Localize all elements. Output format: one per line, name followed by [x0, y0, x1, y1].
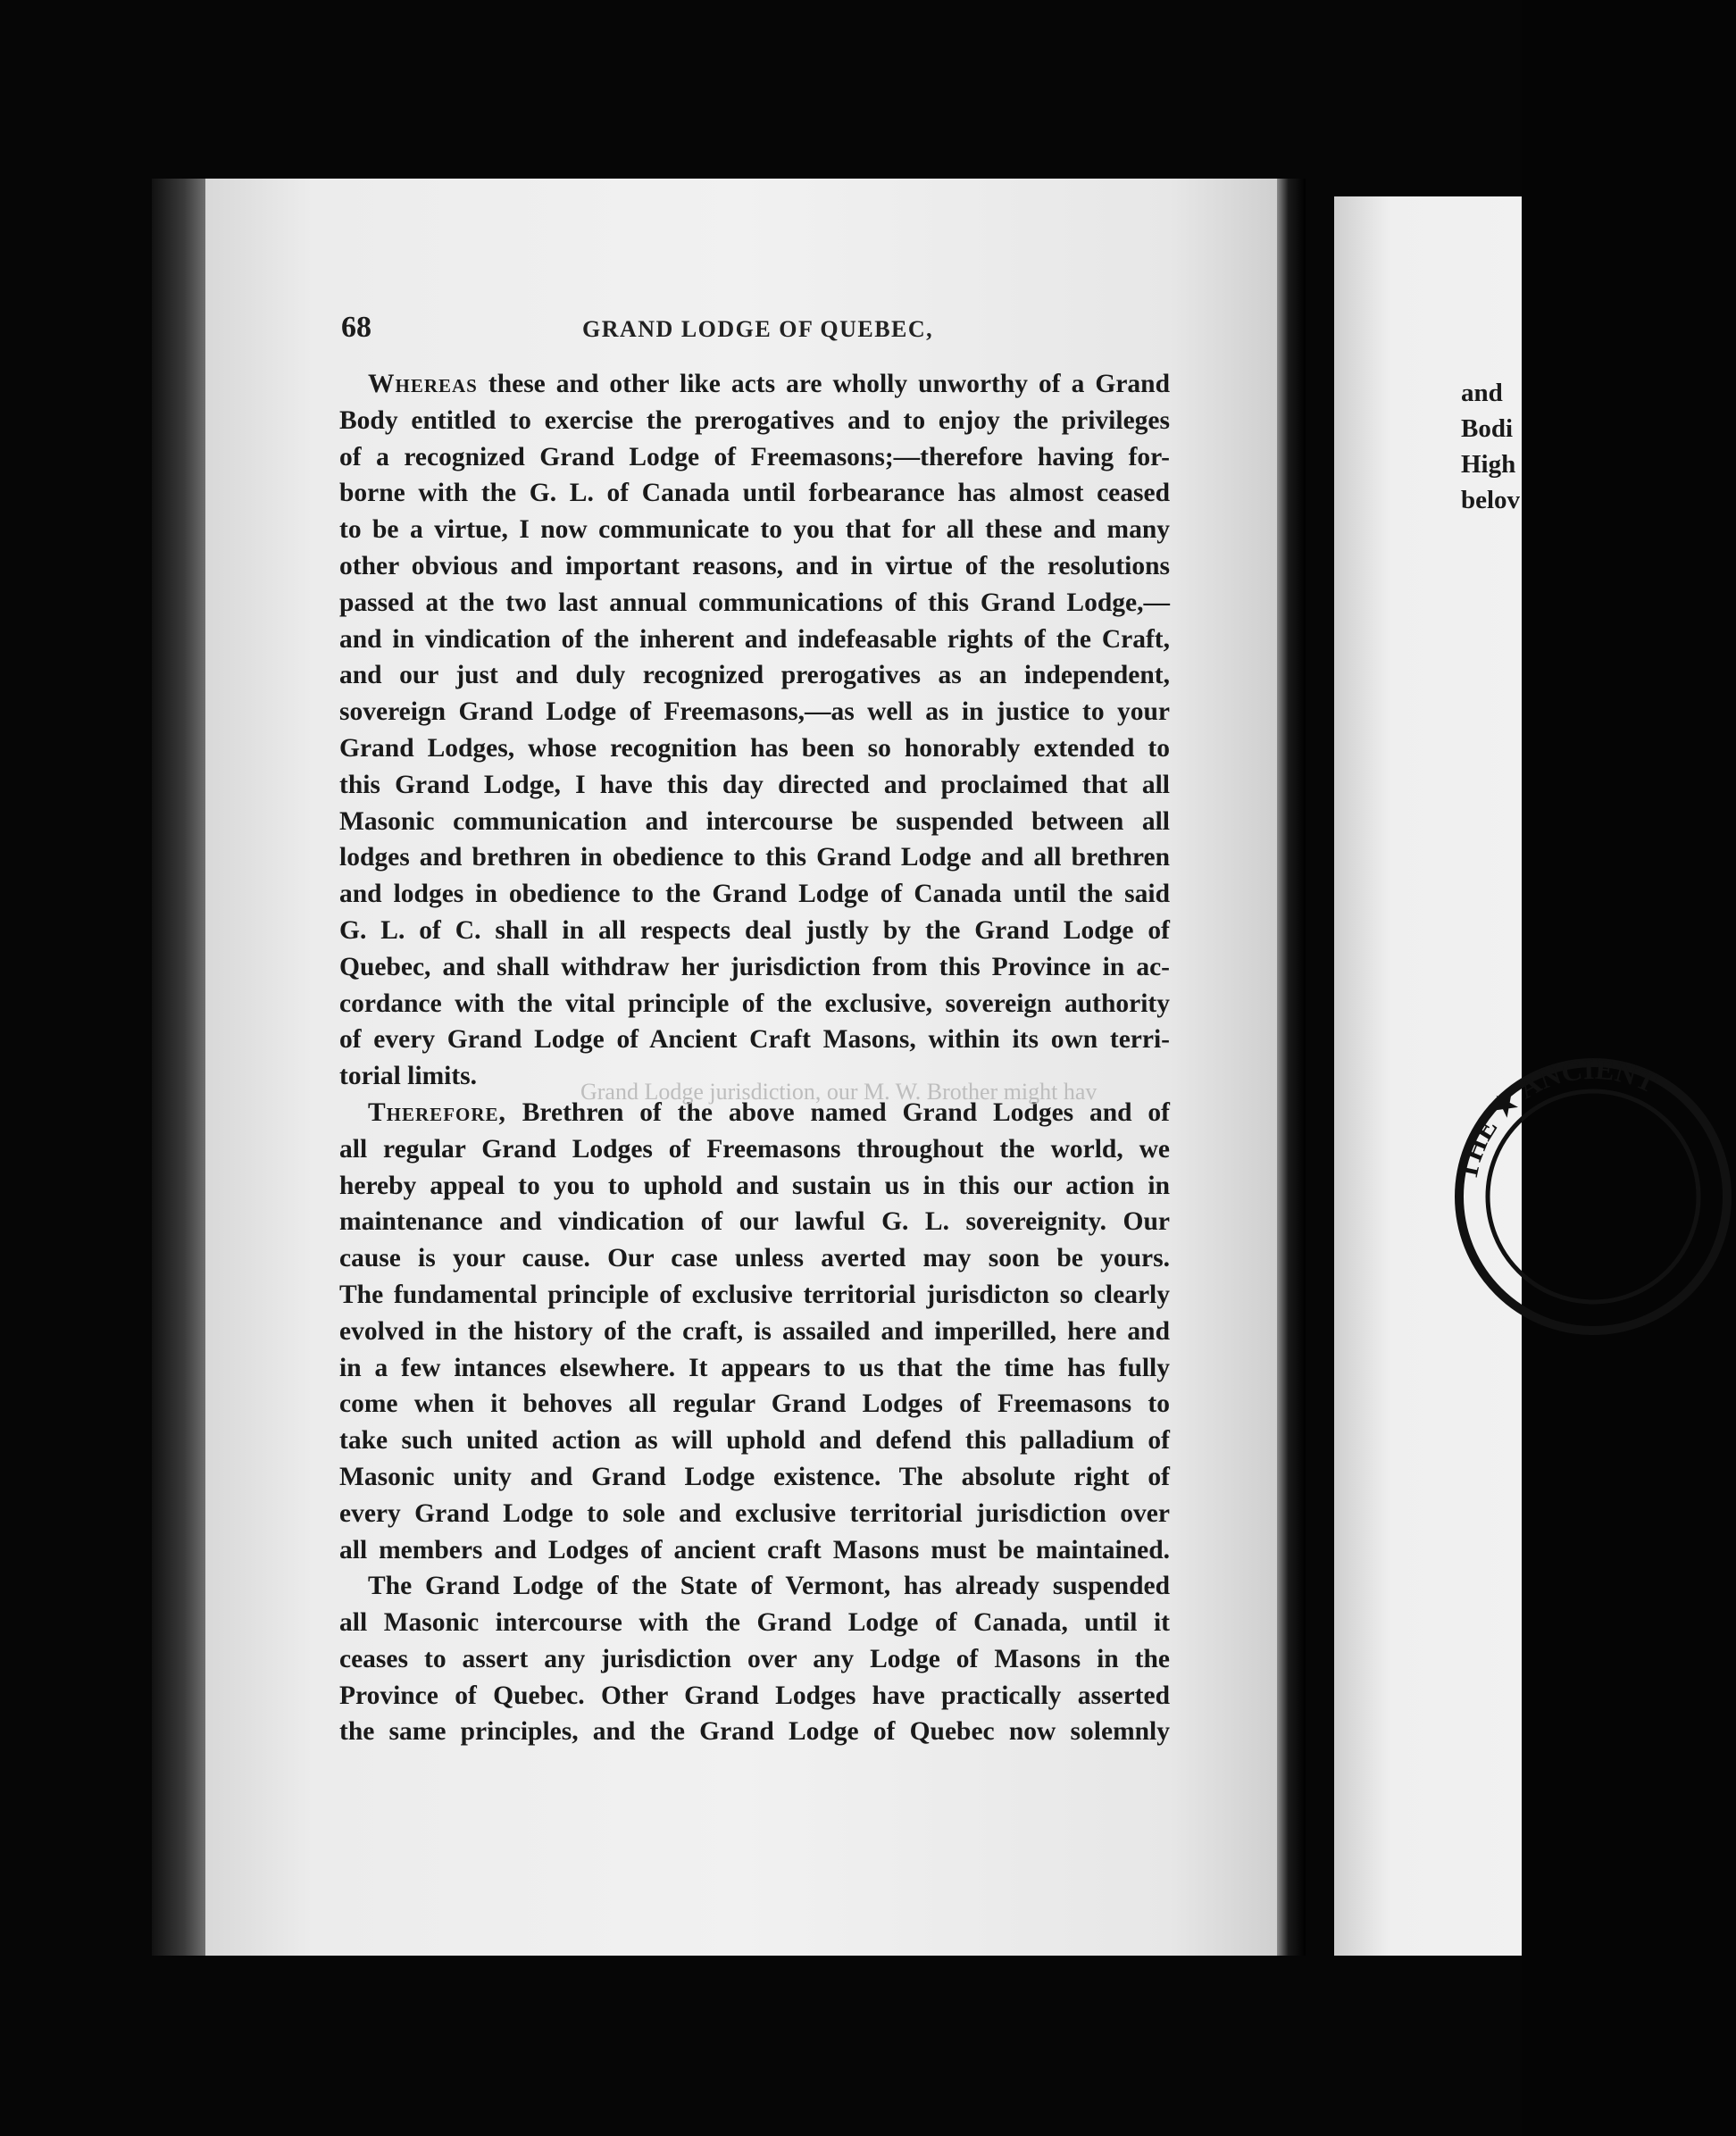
text-line: Grand Lodges, whose recognition has been so honorably extended to — [339, 733, 1170, 763]
seal-icon — [1450, 1054, 1736, 1339]
text-line: The fundamental principle of exclusive territorial jurisdicton so clearly — [339, 1280, 1170, 1309]
text-line: to be a virtue, I now communicate to you that for all these and many — [339, 515, 1170, 545]
text-line: Therefore, Brethren of the above named Grand Lodges and of — [368, 1097, 1170, 1127]
text-line: in a few intances elsewhere. It appears to us that the time has fully — [339, 1353, 1170, 1382]
bleed-through-text: Grand Lodge jurisdiction, our M. W. Brother might hav — [580, 1079, 1098, 1105]
right-page-text — [1461, 375, 1520, 518]
text-line: take such united action as will uphold and defend this palladium of — [339, 1426, 1170, 1456]
text-line: Quebec, and shall withdraw her jurisdiction from this Province in ac- — [339, 952, 1170, 981]
seal-text: THE ★ ANCIENT — [1450, 1054, 1662, 1183]
right-text-line: and — [1461, 379, 1503, 407]
book-spine — [1277, 179, 1306, 1956]
text-line: sovereign Grand Lodge of Freemasons,—as well as in justice to your — [339, 697, 1170, 727]
text-line: of a recognized Grand Lodge of Freemasons;—therefore having for- — [339, 442, 1170, 471]
body-text — [339, 366, 1170, 1750]
left-page-edge — [152, 179, 205, 1956]
text-line: Body entitled to exercise the prerogatives and to enjoy the privileges — [339, 405, 1170, 435]
page-header — [341, 311, 1163, 350]
paragraph-lead: Therefore, — [368, 1097, 506, 1127]
text-line: torial limits. — [339, 1062, 478, 1091]
text-line: cause is your cause. Our case unless averted may soon be yours. — [339, 1244, 1170, 1273]
text-line: come when it behoves all regular Grand Lodges of Freemasons to — [339, 1389, 1170, 1419]
text-line: of every Grand Lodge of Ancient Craft Masons, within its own terri- — [339, 1025, 1170, 1055]
text-line: all Masonic intercourse with the Grand Lodge of Canada, until it — [339, 1608, 1170, 1638]
text-line: Province of Quebec. Other Grand Lodges have practically asserted — [339, 1681, 1170, 1710]
text-line: ceases to assert any jurisdiction over any Lodge of Masons in the — [339, 1644, 1170, 1673]
paragraph-lead: Whereas — [368, 370, 478, 398]
text-line: other obvious and important reasons, and in virtue of the resolutions — [339, 551, 1170, 580]
text-line: every Grand Lodge to sole and exclusive territorial jurisdiction over — [339, 1498, 1170, 1528]
text-line: The Grand Lodge of the State of Vermont, has already suspended — [368, 1572, 1170, 1601]
text-line: lodges and brethren in obedience to this Grand Lodge and all brethren — [339, 843, 1170, 872]
right-text-line: Bodi — [1461, 414, 1514, 443]
right-text-line: High — [1461, 450, 1516, 479]
text-line: passed at the two last annual communications of this Grand Lodge,— — [339, 588, 1170, 617]
text-line: Masonic unity and Grand Lodge existence. The absolute right of — [339, 1462, 1170, 1491]
text-line: and in vindication of the inherent and indefeasable rights of the Craft, — [339, 624, 1170, 654]
right-text-line: belov — [1461, 486, 1521, 514]
text-line: Masonic communication and intercourse be suspended between all — [339, 806, 1170, 836]
text-line: hereby appeal to you to uphold and sustain us in this our action in — [339, 1171, 1170, 1200]
text-line: all regular Grand Lodges of Freemasons throughout the world, we — [339, 1134, 1170, 1164]
left-page — [205, 179, 1277, 1956]
running-title: GRAND LODGE OF QUEBEC, — [582, 316, 934, 342]
right-page — [1334, 196, 1662, 1956]
text-line: and lodges in obedience to the Grand Lodge of Canada until the said — [339, 880, 1170, 909]
text-line: all members and Lodges of ancient craft Masons must be maintained. — [339, 1535, 1170, 1564]
text-line: G. L. of C. shall in all respects deal justly by the Grand Lodge of — [339, 915, 1170, 945]
text-line: the same principles, and the Grand Lodge of Quebec now solemnly — [339, 1717, 1170, 1747]
svg-text:THE ★ ANCIENT — [1450, 1054, 1662, 1183]
text-line: borne with the G. L. of Canada until forbearance has almost ceased — [339, 479, 1170, 508]
page-number: 68 — [341, 311, 371, 344]
text-line: maintenance and vindication of our lawful G. L. sovereignity. Our — [339, 1207, 1170, 1237]
text-line: evolved in the history of the craft, is assailed and imperilled, here and — [339, 1316, 1170, 1346]
text-line: this Grand Lodge, I have this day directed and proclaimed that all — [339, 770, 1170, 799]
text-line: Whereas these and other like acts are wholly unworthy of a Grand — [368, 370, 1170, 398]
text-line: cordance with the vital principle of the exclusive, sovereign authority — [339, 989, 1170, 1018]
text-line: and our just and duly recognized prerogatives as an independent, — [339, 661, 1170, 690]
